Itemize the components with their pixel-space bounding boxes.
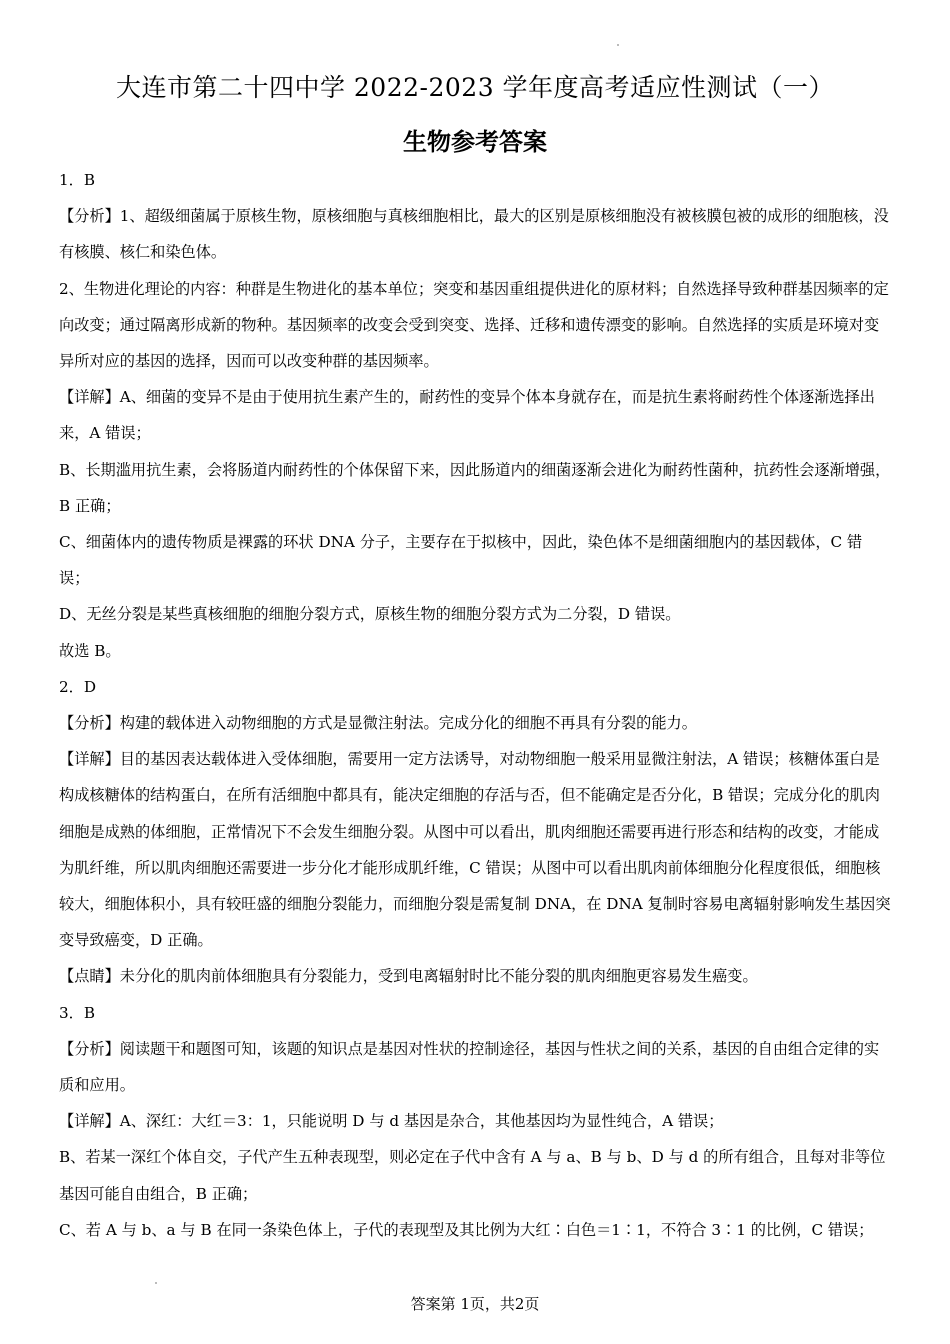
- detail-paragraph: B、长期滥用抗生素，会将肠道内耐药性的个体保留下来，因此肠道内的细菌逐渐会进化为耐药性菌种，抗药性会逐渐增强，B 正确；: [59, 460, 891, 515]
- conclusion-paragraph: 故选 B。: [59, 641, 121, 660]
- analysis-paragraph: 【分析】1、超级细菌属于原核生物，原核细胞与真核细胞相比，最大的区别是原核细胞没有被核膜包被的成形的细胞核，没有核膜、核仁和染色体。: [59, 207, 889, 262]
- page-subtitle: 生物参考答案: [403, 128, 547, 156]
- detail-paragraph: 【详解】目的基因表达载体进入受体细胞，需要用一定方法诱导，对动物细胞一般采用显微注射法，A 错误；核糖体蛋白是构成核糖体的结构蛋白，在所有活细胞中都具有，能决定细胞的存活与否，但不能确定是否分化，B 错误；完成分化的肌肉细胞是成熟的体细胞，正常情况下不会发生细胞分裂。从图中可以看出，肌肉细胞还需要再进行形态和结构的改变，才能成为肌纤维，所以肌肉细胞还需要进一步分化才能形成肌纤维，C 错误；从图中可以看出肌肉前体细胞分化程度很低，细胞核较大，细胞体积小，具有较旺盛的细胞分裂能力，而细胞分裂是需复制 DNA，在 DNA 复制时容易电离辐射影响发生基因突变导致癌变，D 正确。: [59, 750, 891, 950]
- scan-dot: [155, 1282, 157, 1284]
- answer-content: [59, 162, 892, 1248]
- analysis-paragraph: 2、生物进化理论的内容：种群是生物进化的基本单位；突变和基因重组提供进化的原材料；自然选择导致种群基因频率的定向改变；通过隔离形成新的物种。基因频率的改变会受到突变、选择、迁移和遗传漂变的影响。自然选择的实质是环境对变异所对应的基因的选择，因而可以改变种群的基因频率。: [59, 279, 889, 371]
- detail-paragraph: C、若 A 与 b、a 与 B 在同一条染色体上，子代的表现型及其比例为大红∶白色＝1∶1，不符合 3∶1 的比例，C 错误；: [59, 1220, 874, 1239]
- detail-paragraph: 【详解】A、深红：大红＝3：1，只能说明 D 与 d 基因是杂合，其他基因均为显性纯合，A 错误；: [59, 1112, 724, 1131]
- scan-dot: [617, 44, 619, 46]
- detail-paragraph: C、细菌体内的遗传物质是裸露的环状 DNA 分子，主要存在于拟核中，因此，染色体不是细菌细胞内的基因载体，C 错误；: [59, 533, 863, 588]
- comment-paragraph: 【点睛】未分化的肌肉前体细胞具有分裂能力，受到电离辐射时比不能分裂的肌肉细胞更容易发生癌变。: [59, 967, 758, 986]
- analysis-paragraph: 【分析】构建的载体进入动物细胞的方式是显微注射法。完成分化的细胞不再具有分裂的能力。: [59, 714, 697, 733]
- analysis-paragraph: 【分析】阅读题干和题图可知，该题的知识点是基因对性状的控制途径，基因与性状之间的关系，基因的自由组合定律的实质和应用。: [59, 1039, 880, 1095]
- answer-number: 1．B: [59, 171, 96, 189]
- answer-number: 2．D: [59, 677, 97, 696]
- detail-paragraph: D、无丝分裂是某些真核细胞的细胞分裂方式，原核生物的细胞分裂方式为二分裂，D 错误。: [59, 605, 681, 624]
- page-footer: 答案第 1页，共2页: [410, 1295, 540, 1313]
- detail-paragraph: 【详解】A、细菌的变异不是由于使用抗生素产生的，耐药性的变异个体本身就存在，而是抗生素将耐药性个体逐渐选择出来，A 错误；: [59, 388, 875, 443]
- detail-paragraph: B、若某一深红个体自交，子代产生五种表现型，则必定在子代中含有 A 与 a、B 与 b、D 与 d 的所有组合，且每对非等位基因可能自由组合，B 正确；: [59, 1148, 886, 1203]
- page-title: 大连市第二十四中学 2022-2023 学年度高考适应性测试（一）: [115, 73, 835, 102]
- answer-number: 3．B: [59, 1003, 96, 1022]
